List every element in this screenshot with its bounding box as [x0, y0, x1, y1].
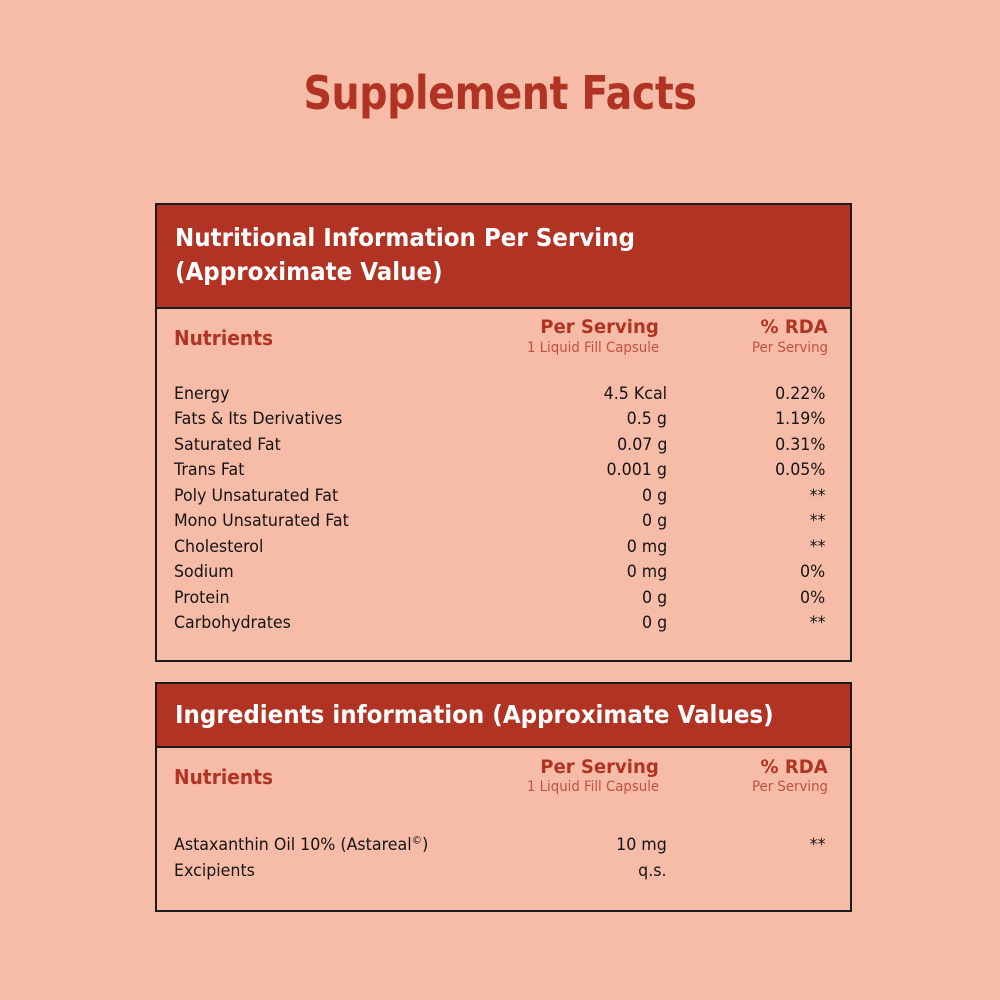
- registered-mark-icon: ©: [411, 833, 423, 847]
- table-row: [157, 832, 850, 858]
- spacer-cell: [681, 884, 850, 910]
- column-header-rda-main: % RDA: [760, 316, 828, 339]
- nutrient-rda: 0%: [799, 562, 825, 582]
- ingredients-rows: [157, 806, 850, 910]
- nutrient-name: Energy: [174, 383, 230, 403]
- ingredient-name: [157, 832, 501, 858]
- nutrient-name: Fats & Its Derivatives: [174, 409, 343, 429]
- nutrient-name: Trans Fat: [174, 460, 245, 480]
- column-header-per-serving: [501, 748, 681, 806]
- ingredients-spacer-bottom: [157, 884, 850, 910]
- ingredients-band-line-1: Ingredients information (Approximate Values): [175, 700, 774, 729]
- nutrition-band-line-1: Nutritional Information Per Serving: [175, 223, 635, 252]
- column-header-nutrients: Nutrients: [174, 764, 274, 789]
- table-row: [157, 559, 850, 585]
- column-header-per-serving-sub: 1 Liquid Fill Capsule: [526, 779, 659, 796]
- table-row: [157, 432, 850, 458]
- nutrient-per-serving: 0 g: [641, 587, 667, 607]
- ingredient-rda: [681, 858, 850, 884]
- table-row: [157, 534, 850, 560]
- spacer-cell: [501, 884, 681, 910]
- spacer-cell: [501, 806, 681, 832]
- nutrient-name: Saturated Fat: [174, 434, 281, 454]
- table-row: [157, 457, 850, 483]
- column-header-rda-sub: Per Serving: [752, 340, 828, 357]
- column-header-per-serving: [501, 309, 681, 367]
- nutrient-per-serving: 0.001 g: [606, 460, 667, 480]
- nutrition-spacer-bottom: [157, 636, 850, 660]
- nutrient-rda: **: [809, 485, 825, 505]
- ingredient-name-text: Astaxanthin Oil 10% (Astareal: [174, 835, 412, 855]
- nutrient-rda: 0%: [799, 587, 825, 607]
- ingredient-name: Excipients: [174, 861, 255, 881]
- column-header-per-serving-main: Per Serving: [540, 755, 659, 778]
- spacer-cell: [501, 367, 681, 381]
- ingredients-information-table: [155, 682, 852, 912]
- nutrition-facts-table: [155, 203, 852, 662]
- spacer-cell: [681, 367, 850, 381]
- column-header-rda: [681, 748, 850, 806]
- nutrition-column-header-row: [157, 309, 850, 367]
- nutrition-spacer-top: [157, 367, 850, 381]
- nutrient-per-serving: 0.5 g: [626, 409, 667, 429]
- column-header-per-serving-main: Per Serving: [540, 316, 659, 339]
- ingredient-per-serving: q.s.: [638, 861, 667, 881]
- nutrient-name: Cholesterol: [174, 536, 264, 556]
- spacer-cell: [681, 636, 850, 660]
- ingredients-column-header-row: [157, 748, 850, 806]
- ingredients-table-header-band: [157, 684, 850, 748]
- column-header-per-serving-sub: 1 Liquid Fill Capsule: [526, 340, 659, 357]
- nutrition-table-header-band: [157, 205, 850, 309]
- table-row: [157, 406, 850, 432]
- spacer-cell: [157, 636, 501, 660]
- page-title: Supplement Facts: [303, 66, 697, 120]
- nutrient-rda: **: [809, 511, 825, 531]
- spacer-cell: [157, 806, 501, 832]
- table-row: [157, 858, 850, 884]
- ingredients-spacer-top: [157, 806, 850, 832]
- table-row: [157, 610, 850, 636]
- ingredient-rda: **: [809, 835, 825, 855]
- table-row: [157, 483, 850, 509]
- ingredients-grid: [157, 748, 850, 910]
- nutrient-rda: 0.05%: [774, 460, 825, 480]
- spacer-cell: [501, 636, 681, 660]
- column-header-rda-sub: Per Serving: [752, 779, 828, 796]
- nutrient-rda: **: [809, 613, 825, 633]
- table-row: [157, 508, 850, 534]
- spacer-cell: [157, 367, 501, 381]
- nutrient-name: Protein: [174, 587, 230, 607]
- column-header-rda-main: % RDA: [760, 755, 828, 778]
- nutrient-rda: 0.22%: [774, 383, 825, 403]
- nutrition-rows: [157, 367, 850, 660]
- nutrient-name: Mono Unsaturated Fat: [174, 511, 349, 531]
- nutrient-rda: **: [809, 536, 825, 556]
- nutrition-grid: [157, 309, 850, 660]
- column-header-rda: [681, 309, 850, 367]
- spacer-cell: [681, 806, 850, 832]
- column-header-nutrients: Nutrients: [174, 325, 274, 350]
- nutrient-per-serving: 0 g: [641, 613, 667, 633]
- table-row: [157, 585, 850, 611]
- nutrient-rda: 0.31%: [774, 434, 825, 454]
- spacer-cell: [157, 884, 501, 910]
- table-row: [157, 381, 850, 407]
- nutrient-per-serving: 0 mg: [626, 536, 667, 556]
- nutrient-name: Sodium: [174, 562, 234, 582]
- nutrition-band-line-2: (Approximate Value): [175, 256, 443, 286]
- nutrient-name: Poly Unsaturated Fat: [174, 485, 339, 505]
- nutrient-per-serving: 0 g: [641, 485, 667, 505]
- nutrient-per-serving: 0 mg: [626, 562, 667, 582]
- nutrient-name: Carbohydrates: [174, 613, 291, 633]
- ingredient-per-serving: 10 mg: [616, 835, 667, 855]
- nutrient-rda: 1.19%: [774, 409, 825, 429]
- nutrient-per-serving: 4.5 Kcal: [603, 383, 667, 403]
- nutrient-per-serving: 0.07 g: [616, 434, 667, 454]
- nutrient-per-serving: 0 g: [641, 511, 667, 531]
- ingredient-name-tail: ): [422, 835, 429, 855]
